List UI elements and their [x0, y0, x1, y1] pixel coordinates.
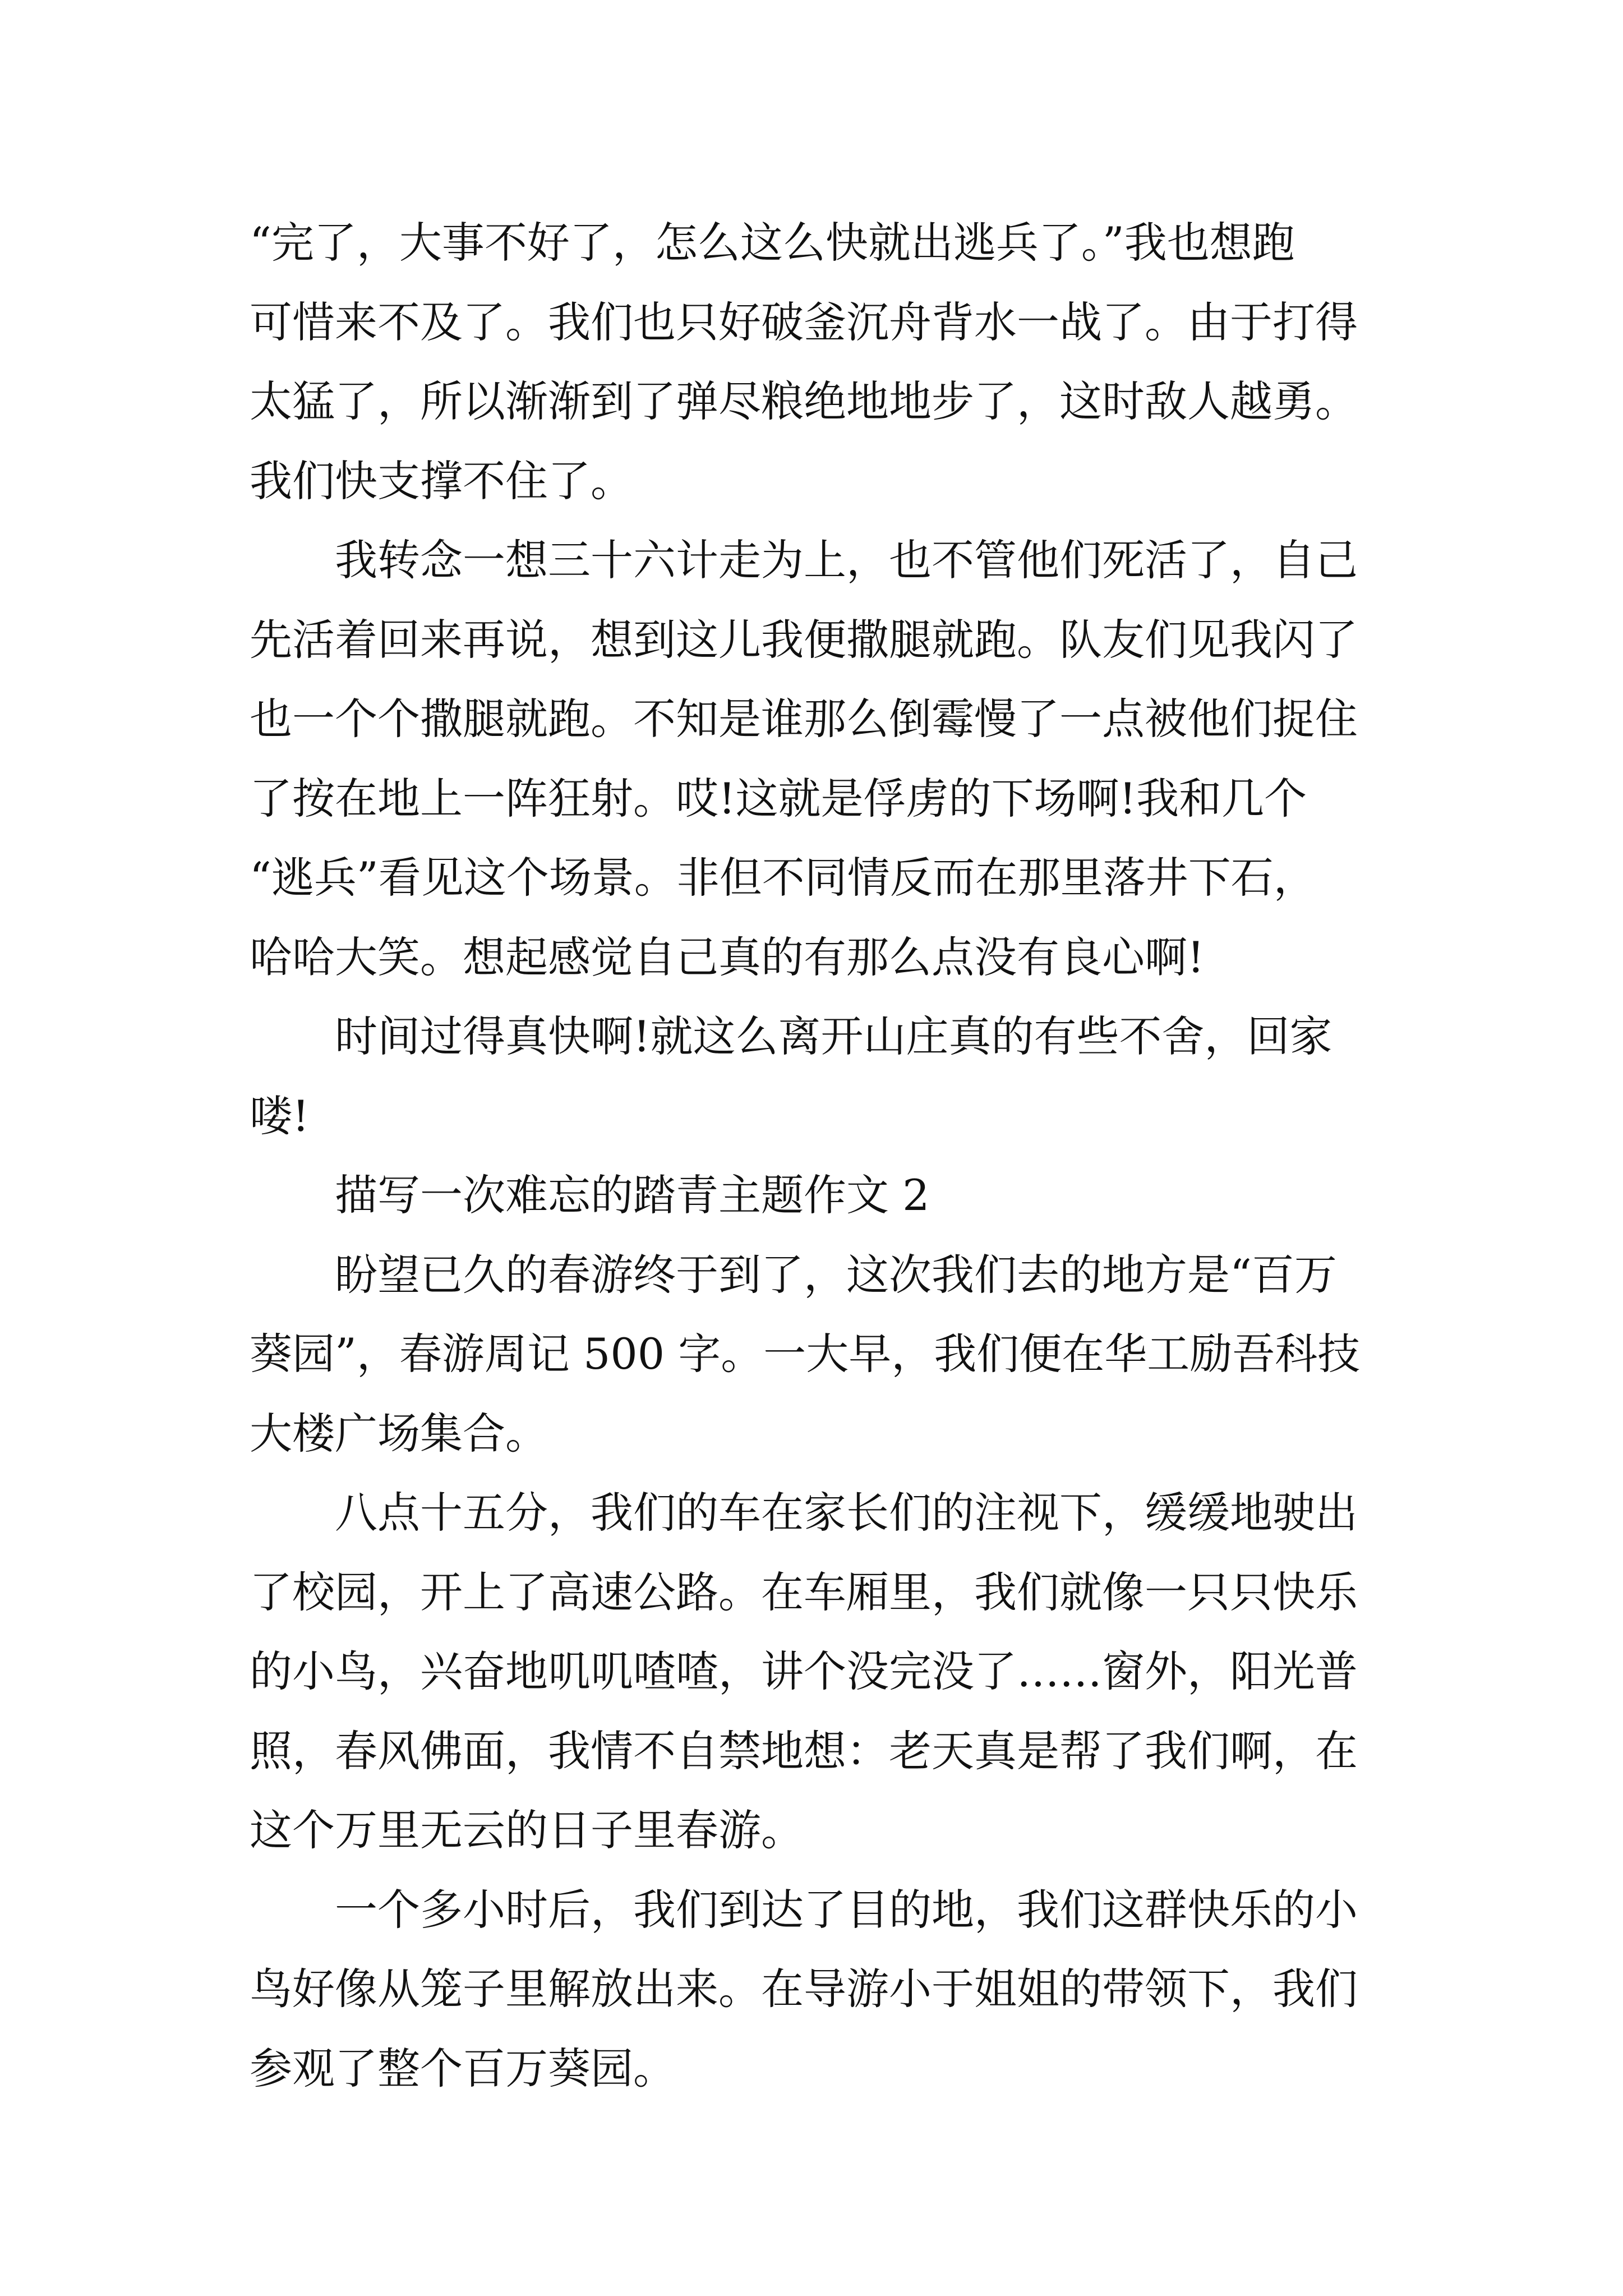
text-line: 可惜来不及了。我们也只好破釜沉舟背水一战了。由于打得: [250, 297, 1358, 347]
text-line: 太猛了，所以渐渐到了弹尽粮绝地地步了，这时敌人越勇。: [250, 376, 1358, 426]
text-line: 也一个个撒腿就跑。不知是谁那么倒霉慢了一点被他们捉住: [250, 694, 1358, 744]
document-body: [250, 203, 1394, 2108]
text-line: 的小鸟，兴奋地叽叽喳喳，讲个没完没了……窗外，阳光普: [250, 1646, 1358, 1696]
text-line: “完了，大事不好了，怎么这么快就出逃兵了。”我也想跑: [250, 218, 1295, 268]
text-line: 我们快支撑不住了。: [250, 455, 633, 506]
text-line: 大楼广场集合。: [250, 1408, 548, 1458]
text-line: 了按在地上一阵狂射。哎!这就是俘虏的下场啊!我和几个: [250, 773, 1307, 823]
text-line: 哈哈大笑。想起感觉自己真的有那么点没有良心啊!: [250, 932, 1205, 982]
text-line: 喽!: [250, 1091, 310, 1141]
text-line: 一个多小时后，我们到达了目的地，我们这群快乐的小: [335, 1884, 1358, 1935]
text-line: 照，春风佛面，我情不自禁地想：老天真是帮了我们啊，在: [250, 1726, 1358, 1776]
text-line: 盼望已久的春游终于到了，这次我们去的地方是“百万: [335, 1249, 1337, 1300]
text-line: “逃兵”看见这个场景。非但不同情反而在那里落井下石，: [250, 853, 1316, 903]
section-heading: 描写一次难忘的踏青主题作文 2: [335, 1170, 930, 1220]
text-line: 我转念一想三十六计走为上，也不管他们死活了，自己: [335, 535, 1358, 585]
text-line: 鸟好像从笼子里解放出来。在导游小于姐姐的带领下，我们: [250, 1964, 1358, 2014]
text-line: 时间过得真快啊!就这么离开山庄真的有些不舍，回家: [335, 1011, 1332, 1061]
text-line: 八点十五分，我们的车在家长们的注视下，缓缓地驶出: [335, 1488, 1358, 1538]
text-line: 先活着回来再说，想到这儿我便撒腿就跑。队友们见我闪了: [250, 614, 1358, 665]
text-line: 参观了整个百万葵园。: [250, 2043, 676, 2093]
text-line: 这个万里无云的日子里春游。: [250, 1805, 804, 1855]
text-line: 葵园”，春游周记 500 字。一大早，我们便在华工励吾科技: [250, 1329, 1361, 1379]
text-line: 了校园，开上了高速公路。在车厢里，我们就像一只只快乐: [250, 1567, 1358, 1617]
